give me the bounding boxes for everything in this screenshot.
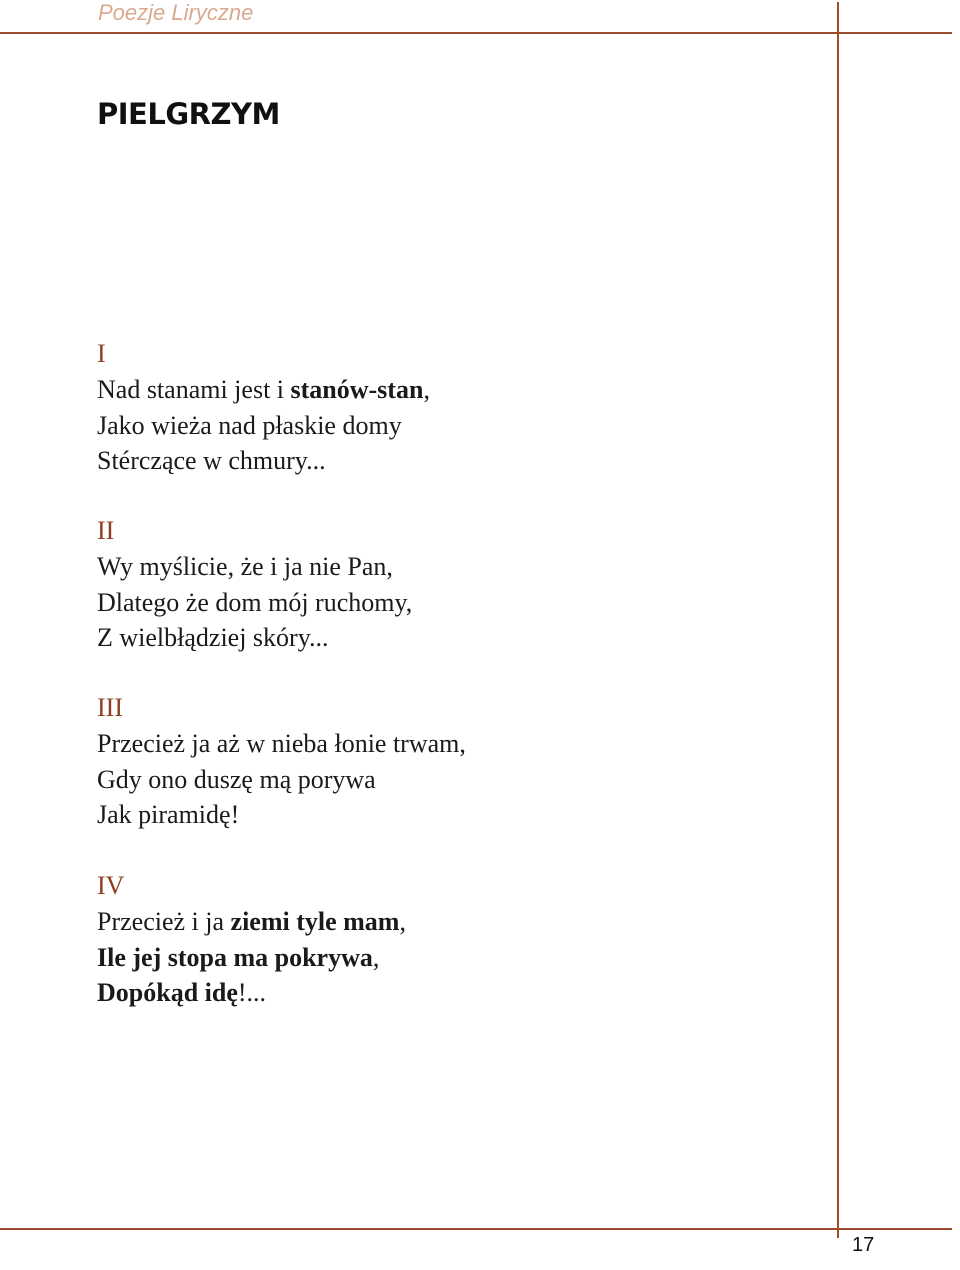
poem-line <box>97 549 412 585</box>
text-run: Przecież i ja <box>97 907 231 936</box>
text-run: Stérczące w chmury... <box>97 446 326 475</box>
top-rule <box>0 32 952 34</box>
poem-line <box>97 904 406 940</box>
text-run: Z wielbłądziej skóry... <box>97 623 329 652</box>
text-run: !... <box>237 978 267 1007</box>
text-run: Dlatego że dom mój ruchomy, <box>97 587 413 617</box>
bold-text-run: stanów-stan <box>290 375 424 404</box>
text-run: Jak piramidę! <box>97 800 240 829</box>
poem-line <box>97 762 466 798</box>
poem-line <box>97 940 406 976</box>
stanza <box>97 336 430 479</box>
poem-line <box>97 408 430 444</box>
text-run: Gdy ono duszę mą porywa <box>97 764 376 794</box>
stanza <box>97 690 466 833</box>
stanza-number: IV <box>97 871 125 900</box>
poem-line <box>97 585 412 621</box>
text-run: Jako wieża nad płaskie domy <box>97 410 402 440</box>
poem-line <box>97 620 412 656</box>
bottom-rule <box>0 1228 952 1230</box>
poem-line <box>97 372 430 408</box>
poem-line <box>97 443 430 479</box>
text-run: , <box>372 942 380 972</box>
margin-rule <box>837 2 839 1238</box>
bold-text-run: Ile jej stopa ma pokrywa <box>97 942 373 972</box>
running-title: Poezje Liryczne <box>98 0 254 25</box>
text-run: Przecież ja aż w nieba łonie trwam, <box>97 729 466 758</box>
stanza <box>97 513 412 656</box>
text-run: Nad stanami jest i <box>97 375 291 404</box>
poem-line <box>97 797 466 833</box>
poem-title: PIELGRZYM <box>97 97 280 131</box>
stanza <box>97 868 406 1011</box>
text-run: , <box>399 907 406 936</box>
text-run: Wy myślicie, że i ja nie Pan, <box>97 552 393 581</box>
page-number: 17 <box>852 1234 875 1256</box>
stanza-number: III <box>97 693 123 722</box>
stanza-number: II <box>97 516 115 545</box>
stanza-number: I <box>97 339 106 368</box>
poem-line <box>97 975 406 1011</box>
bold-text-run: Dopókąd idę <box>97 978 238 1007</box>
bold-text-run: ziemi tyle mam <box>230 907 400 936</box>
text-run: , <box>423 375 430 404</box>
poem-line <box>97 726 466 762</box>
